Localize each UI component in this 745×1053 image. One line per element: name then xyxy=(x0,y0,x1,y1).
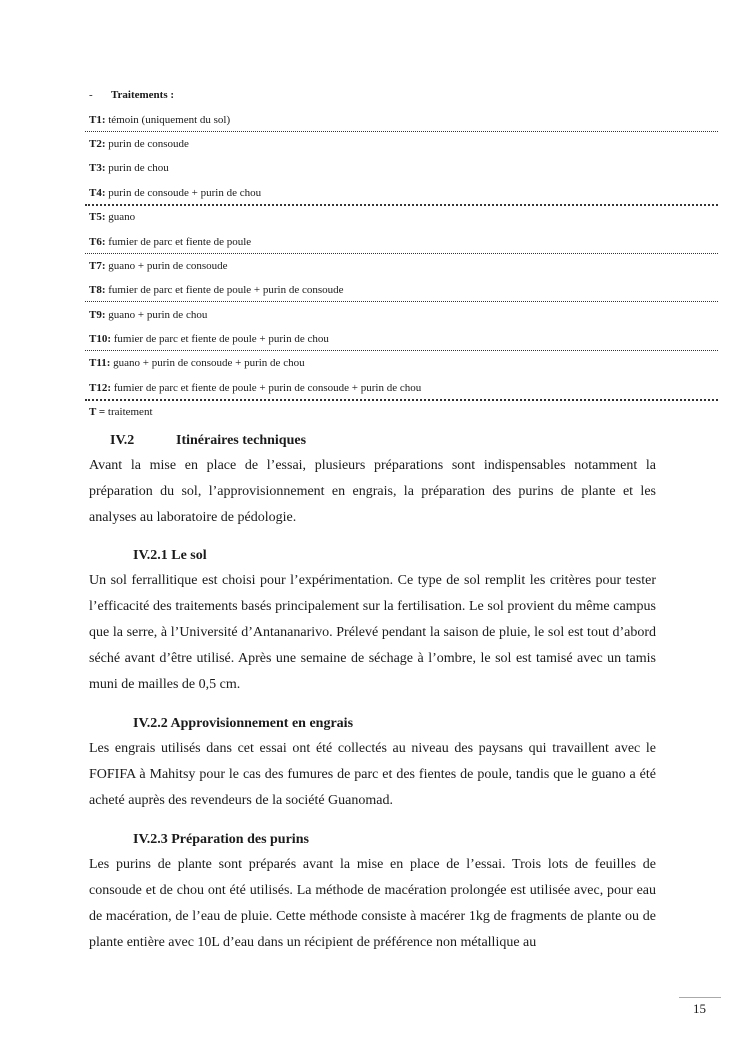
treatment-code: T10: xyxy=(89,333,111,345)
treatment-text: guano + purin de consoude + purin de chou xyxy=(110,357,305,369)
treatment-t1 xyxy=(89,113,719,127)
treatment-text: fumier de parc et fiente de poule + purin de chou xyxy=(111,333,329,345)
separator xyxy=(85,131,718,132)
treatment-code: T12: xyxy=(89,382,111,394)
treatment-t8 xyxy=(89,283,719,297)
treatment-text: fumier de parc et fiente de poule xyxy=(105,236,252,248)
section-number: IV.2 xyxy=(110,433,135,448)
subsection-title-engrais: IV.2.2 Approvisionnement en engrais xyxy=(133,716,354,731)
treatment-code: T8: xyxy=(89,284,106,296)
treatment-t11 xyxy=(89,356,719,370)
separator xyxy=(85,301,718,302)
section-heading xyxy=(110,433,306,449)
subsection-body-purins: Les purins de plante sont préparés avant la mise en place de l’essai. Trois lots de feuilles de consoude et de chou ont été utilisés. La méthode de macération prolongée est utilisée avec, pour eau de macération, de l’eau de pluie. Cette méthode consiste à macérer 1kg de fragments de plante ou de plante entière avec 10L d’eau dans un récipient de préférence non métallique au xyxy=(89,857,656,950)
treatment-text: purin de consoude xyxy=(105,138,189,150)
treatment-t2 xyxy=(89,137,719,151)
treatment-code: T3: xyxy=(89,162,106,174)
separator xyxy=(85,350,718,351)
section-title: Itinéraires techniques xyxy=(176,433,307,448)
treatment-code: T6: xyxy=(89,236,106,248)
treatment-code: T2: xyxy=(89,138,106,150)
treatment-code: T9: xyxy=(89,309,106,321)
subsection-title-sol: IV.2.1 Le sol xyxy=(133,548,207,563)
treatment-text: purin de consoude + purin de chou xyxy=(105,187,262,199)
treatment-text: témoin (uniquement du sol) xyxy=(105,114,231,126)
treatment-text: purin de chou xyxy=(105,162,169,174)
treatment-t9 xyxy=(89,308,719,322)
treatments-heading-label: Traitements : xyxy=(111,89,175,101)
treatment-t7 xyxy=(89,259,719,273)
treatment-text: guano xyxy=(105,211,136,223)
legend-text: traitement xyxy=(105,406,153,418)
treatment-text: fumier de parc et fiente de poule + purin de consoude + purin de chou xyxy=(111,382,422,394)
treatment-t12 xyxy=(89,381,719,395)
page-number: 15 xyxy=(693,1001,706,1016)
treatment-text: fumier de parc et fiente de poule + purin de consoude xyxy=(105,284,344,296)
treatments-heading xyxy=(89,89,174,101)
treatment-code: T4: xyxy=(89,187,106,199)
treatment-legend xyxy=(89,405,719,419)
subsection-body-engrais: Les engrais utilisés dans cet essai ont été collectés au niveau des paysans qui travaillent avec le FOFIFA à Mahitsy pour le cas des fumures de parc et des fientes de poule, tandis que le guano a été acheté auprès des revendeurs de la société Guanomad. xyxy=(89,741,656,808)
treatment-code: T1: xyxy=(89,114,106,126)
separator xyxy=(85,204,718,206)
treatment-code: T11: xyxy=(89,357,111,369)
treatment-text: guano + purin de chou xyxy=(105,309,208,321)
treatment-code: T7: xyxy=(89,260,106,272)
treatment-code: T5: xyxy=(89,211,106,223)
treatment-t5 xyxy=(89,210,719,224)
treatment-t6 xyxy=(89,235,719,249)
separator xyxy=(85,253,718,254)
treatment-t4 xyxy=(89,186,719,200)
treatment-t10 xyxy=(89,332,719,346)
subsection-title-purins: IV.2.3 Préparation des purins xyxy=(133,832,309,847)
subsection-body-sol: Un sol ferrallitique est choisi pour l’expérimentation. Ce type de sol remplit les critères pour tester l’efficacité des traitements basés principalement sur la fertilisation. Le sol provient du même campus que la serre, à l’Université d’Antananarivo. Prélevé pendant la saison de pluie, le sol est tout d’abord séché avant d’être utilisé. Après une semaine de séchage à l’ombre, le sol est tamisé avec un tamis muni de mailles de 0,5 cm. xyxy=(89,573,656,692)
separator xyxy=(85,399,718,401)
footer-rule xyxy=(679,997,721,998)
intro-paragraph: Avant la mise en place de l’essai, plusieurs préparations sont indispensables notamment la préparation du sol, l’approvisionnement en engrais, la préparation des purins de plante et les analyses au laboratoire de pédologie. xyxy=(89,458,656,525)
treatment-text: guano + purin de consoude xyxy=(105,260,228,272)
heading-dash: - xyxy=(89,89,93,101)
legend-code: T = xyxy=(89,406,106,418)
treatment-t3 xyxy=(89,161,719,175)
